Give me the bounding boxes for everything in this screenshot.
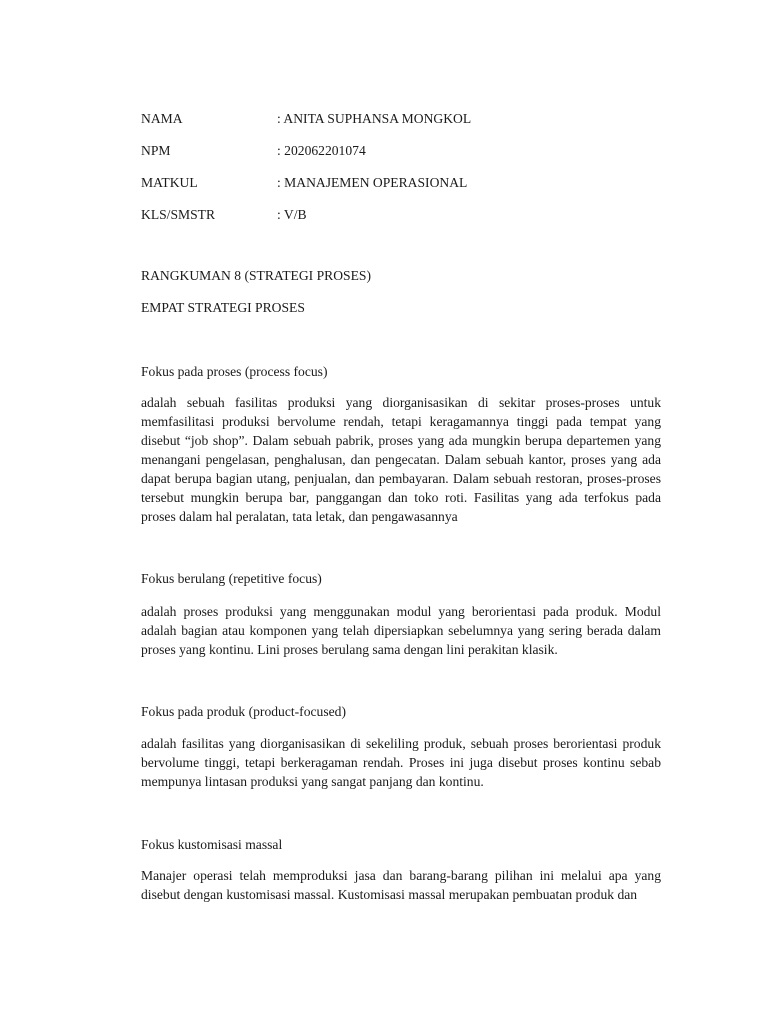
section-body-product-focused: adalah fasilitas yang diorganisasikan di sekeliling produk, sebuah proses berorientasi produk bervolume tinggi, tetapi berkeragaman rendah. Proses ini juga disebut proses kontinu sebab mempunya lintasan produksi yang sangat panjang dan kontinu.	[141, 736, 661, 789]
info-row-npm	[141, 141, 471, 160]
section-title: EMPAT STRATEGI PROSES	[141, 300, 305, 315]
section-heading-repetitive-focus-block	[141, 569, 661, 588]
section-heading: Fokus pada proses (process focus)	[141, 364, 328, 379]
info-label: NAMA	[141, 111, 183, 126]
summary-title: RANGKUMAN 8 (STRATEGI PROSES)	[141, 268, 371, 283]
info-value: : 202062201074	[277, 143, 366, 158]
info-label: NPM	[141, 143, 171, 158]
section-heading: Fokus kustomisasi massal	[141, 837, 283, 852]
summary-title-block	[141, 266, 661, 285]
section-heading: Fokus pada produk (product-focused)	[141, 704, 346, 719]
section-body-repetitive-focus: adalah proses produksi yang menggunakan modul yang berorientasi pada produk. Modul adalah bagian atau komponen yang telah dipersiapkan sebelumnya yang sering berada dalam proses yang kontinu. Lini proses berulang sama dengan lini perakitan klasik.	[141, 604, 661, 657]
section-heading: Fokus berulang (repetitive focus)	[141, 571, 322, 586]
info-row-matkul	[141, 173, 471, 192]
student-info	[141, 109, 471, 237]
info-label: MATKUL	[141, 175, 198, 190]
section-heading-product-focused-block	[141, 702, 661, 721]
info-value: : V/B	[277, 207, 307, 222]
section-body-process-focus: adalah sebuah fasilitas produksi yang diorganisasikan di sekitar proses-proses untuk memfasilitasi produksi bervolume rendah, tetapi keragamannya tinggi pada tempat yang disebut “job shop”. Dalam sebuah pabrik, proses yang ada mungkin berupa departemen yang menangani pengelasan, penghalusan, dan pengecatan. Dalam sebuah kantor, proses yang ada dapat berupa bagian utang, penjualan, dan pembayaran. Dalam sebuah restoran, proses-proses tersebut mungkin berupa bar, panggangan dan toko roti. Fasilitas yang ada terfokus pada proses dalam hal peralatan, tata letak, dan pengawasannya	[141, 395, 661, 524]
info-value: : ANITA SUPHANSA MONGKOL	[277, 111, 472, 126]
section-body-mass-customization: Manajer operasi telah memproduksi jasa dan barang-barang pilihan ini melalui apa yang disebut dengan kustomisasi massal. Kustomisasi massal merupakan pembuatan produk dan	[141, 868, 661, 902]
info-label: KLS/SMSTR	[141, 207, 216, 222]
info-value: : MANAJEMEN OPERASIONAL	[277, 175, 468, 190]
section-heading-process-focus-block	[141, 362, 661, 381]
section-heading-mass-customization-block	[141, 835, 661, 854]
info-row-nama	[141, 109, 471, 128]
info-row-kls-smstr	[141, 205, 471, 224]
section-title-block	[141, 298, 661, 317]
